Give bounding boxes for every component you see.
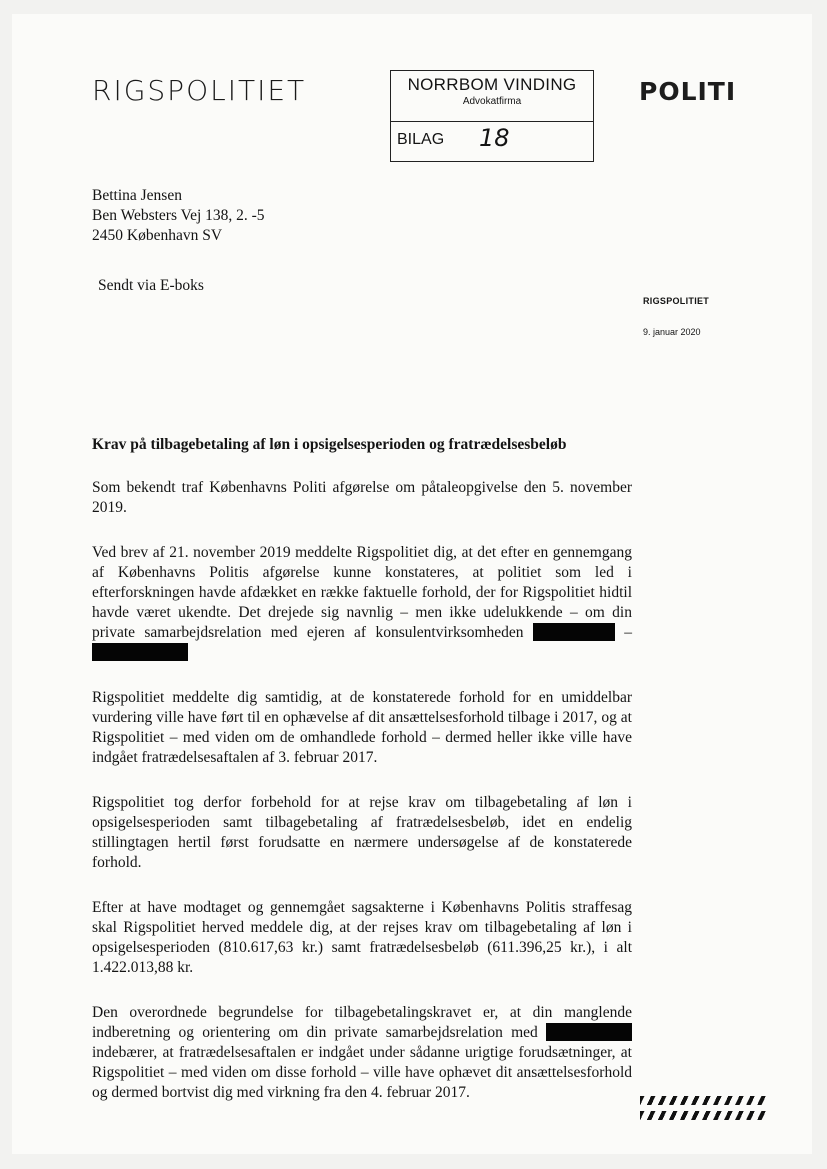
document-page — [12, 14, 812, 1154]
paragraph-1: Som bekendt traf Københavns Politi afgørelse om påtaleopgivelse den 5. november 2019. — [92, 479, 632, 516]
letter-body — [92, 434, 632, 1128]
paragraph-6 — [92, 1003, 632, 1103]
paragraph-2-dash: – — [624, 624, 633, 641]
letterhead-org: RIGSPOLITIET — [92, 74, 307, 107]
redaction-bar — [546, 1023, 632, 1041]
police-checker-mark — [640, 1096, 768, 1120]
recipient-city: 2450 København SV — [92, 227, 223, 244]
sidebar-date: 9. januar 2020 — [643, 327, 701, 337]
recipient-name: Bettina Jensen — [92, 187, 182, 204]
stamp-exhibit-label: BILAG — [397, 131, 445, 148]
paragraph-3: Rigspolitiet meddelte dig samtidig, at de konstaterede forhold for en umiddelbar vurdering ville have ført til en ophævelse af dit ansættelsesforhold tilbage i 2017, og at Rigspolitiet – med viden om de omhandlede forhold – dermed heller ikke ville have indgået fratrædelsesaftalen af 3. februar 2017. — [92, 689, 632, 766]
redaction-bar — [533, 623, 615, 641]
delivery-method: Sendt via E-boks — [98, 277, 204, 294]
politi-logo: POLITI — [639, 77, 737, 106]
stamp-exhibit-number: 18 — [479, 124, 510, 152]
letter-subject: Krav på tilbagebetaling af løn i opsigelsesperioden og fratrædelsesbeløb — [92, 436, 567, 453]
paragraph-6-text-after: indebærer, at fratrædelsesaftalen er indgået under sådanne urigtige forudsætninger, at Rigspolitiet – med viden om disse forhold – ville have ophævet dit ansættelsesforhold og dermed bortvist dig med virkning fra den 4. februar 2017. — [92, 1044, 632, 1101]
stamp-firm-name: NORRBOM VINDING — [407, 75, 577, 94]
exhibit-stamp — [390, 70, 594, 162]
recipient-street: Ben Websters Vej 138, 2. -5 — [92, 207, 265, 224]
paragraph-6-text-before: Den overordnede begrundelse for tilbagebetalingskravet er, at din manglende indberetning og orientering om din private samarbejdsrelation med — [92, 1004, 632, 1041]
stamp-firm-subtitle: Advokatfirma — [462, 96, 522, 107]
stamp-exhibit-box — [391, 122, 593, 160]
paragraph-5: Efter at have modtaget og gennemgået sagsakterne i Københavns Politis straffesag skal Rigspolitiet herved meddele dig, at der rejses krav om tilbagebetaling af løn i opsigelsesperioden (810.617,63 kr.) samt fratrædelsesbeløb (611.396,25 kr.), i alt 1.422.013,88 kr. — [92, 899, 632, 976]
recipient-address — [92, 186, 265, 246]
paragraph-2-text: Ved brev af 21. november 2019 meddelte Rigspolitiet dig, at det efter en gennemgang af Københavns Politis afgørelse kunne konstateres, at politiet som led i efterforskningen havde afdækket en række faktuelle forhold, der for Rigspolitiet hidtil havde været ukendte. Det drejede sig navnlig – men ikke udelukkende – om din private samarbejdsrelation med ejeren af konsulentvirksomheden — [92, 544, 632, 641]
paragraph-4: Rigspolitiet tog derfor forbehold for at rejse krav om tilbagebetaling af løn i opsigelsesperioden samt tilbagebetaling af fratrædelsesbeløb, idet en endelig stillingtagen hertil først forudsatte en nærmere undersøgelse af de konstaterede forhold. — [92, 794, 632, 871]
sidebar-org: RIGSPOLITIET — [643, 296, 710, 306]
redaction-bar — [92, 643, 188, 661]
stamp-firm-box — [391, 71, 593, 122]
paragraph-2 — [92, 543, 632, 663]
